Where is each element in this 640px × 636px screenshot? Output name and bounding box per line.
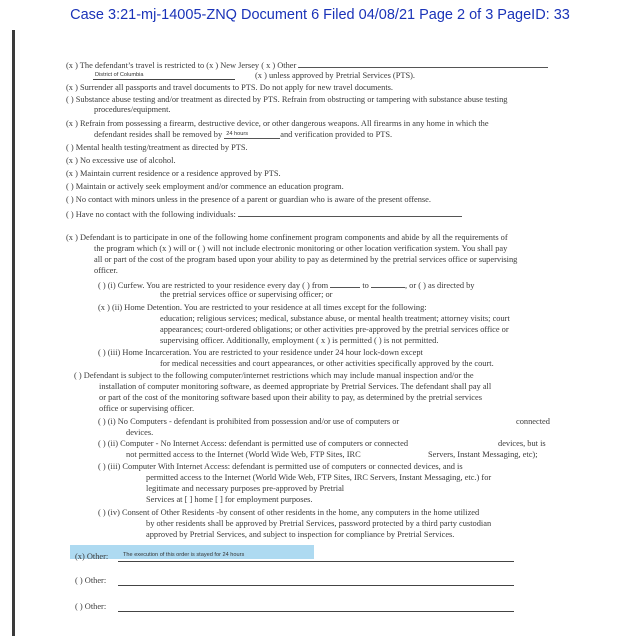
curfew-text-c: , or ( ) as directed by <box>404 281 475 290</box>
home-confinement-line3: all or part of the cost of the program based upon your ability to pay as determined by the pretrial services office or supervising <box>94 255 518 264</box>
no-internet-line2b: Servers, Instant Messaging, etc); <box>428 450 538 459</box>
no-contact-text: ( ) Have no contact with the following individuals: <box>66 210 236 219</box>
option-internet-access: ( ) (iii) Computer With Internet Access: defendant is permitted use of computers or connected devices, and is <box>98 462 463 471</box>
condition-substance-abuse-cont: procedures/equipment. <box>94 105 171 114</box>
case-header: Case 3:21-mj-14005-ZNQ Document 6 Filed 04/08/21 Page 2 of 3 PageID: 33 <box>70 7 570 23</box>
firearms-text-b: and verification provided to PTS. <box>280 130 393 139</box>
internet-access-line4: Services at [ ] home [ ] for employment purposes. <box>146 495 313 504</box>
other-1-text <box>123 549 244 560</box>
option-no-computers <box>98 417 399 427</box>
home-detention-line3: appearances; court-ordered obligations; or other activities pre-approved by the pretrial services office or <box>160 325 509 334</box>
home-confinement-line4: officer. <box>94 266 118 275</box>
other-3-line <box>118 611 514 612</box>
condition-employment: ( ) Maintain or actively seek employment and/or commence an education program. <box>66 182 344 191</box>
other-3-label: ( ) Other: <box>75 602 107 611</box>
condition-home-confinement: (x ) Defendant is to participate in one of the following home confinement program components and abide by all the requirements of <box>66 233 508 242</box>
no-computers-text: ( ) (i) No Computers - defendant is prohibited from possession and/or use of computers or <box>98 417 400 426</box>
page-edge-bar <box>12 30 15 636</box>
no-computers-cont: devices. <box>126 428 154 437</box>
firearms-deadline-fill: 24 hours <box>226 131 249 137</box>
curfew-text-a: ( ) (i) Curfew. You are restricted to your residence every day ( ) from <box>98 281 329 290</box>
travel-location-fill: District of Columbia <box>95 72 144 78</box>
option-home-incarceration: ( ) (iii) Home Incarceration. You are restricted to your residence under 24 hour lock-down except <box>98 348 423 357</box>
computer-restrictions-line3: or part of the cost of the monitoring software based upon their ability to pay, as determined by the pretrial services <box>99 393 482 402</box>
computer-restrictions-line4: office or supervising officer. <box>99 404 195 413</box>
option-no-internet: ( ) (ii) Computer - No Internet Access: defendant is permitted use of computers or connected <box>98 439 409 448</box>
condition-no-contact <box>66 208 462 220</box>
other-location-blank <box>298 59 548 68</box>
condition-minors: ( ) No contact with minors unless in the presence of a parent or guardian who is aware of the present offense. <box>66 195 431 204</box>
home-confinement-line2: the program which (x ) will or ( ) will not include electronic monitoring or other location verification system. You shall pay <box>94 244 508 253</box>
other-2-label: ( ) Other: <box>75 576 107 585</box>
internet-access-line2: permitted access to the Internet (World Wide Web, FTP Sites, IRC Servers, Instant Messaging, etc.) for <box>146 473 492 482</box>
curfew-from-blank <box>330 279 360 288</box>
firearms-text-a: defendant resides shall be removed by <box>94 130 223 139</box>
condition-travel-text: (x ) The defendant’s travel is restricted to (x ) New Jersey ( x ) Other <box>66 61 297 70</box>
no-internet-devices: devices, but is <box>498 439 546 448</box>
consent-residents-line2: by other residents shall be approved by Pretrial Services, password protected by a third party custodian <box>146 519 492 528</box>
no-contact-blank <box>238 208 462 217</box>
other-1-fill: The execution of this order is stayed for 24 hours <box>123 552 245 558</box>
condition-mental-health: ( ) Mental health testing/treatment as directed by PTS. <box>66 143 248 152</box>
internet-access-line3: legitimate and necessary purposes pre-approved by Pretrial <box>146 484 345 493</box>
condition-passports: (x ) Surrender all passports and travel documents to PTS. Do not apply for new travel documents. <box>66 83 394 92</box>
consent-residents-line3: approved by Pretrial Services, and subject to inspection for compliance by Pretrial Services. <box>146 530 455 539</box>
condition-firearms-cont <box>94 130 392 140</box>
home-incarceration-cont: for medical necessities and court appearances, or other activities specifically approved by the court. <box>160 359 494 368</box>
home-detention-line4: supervising officer. Additionally, employment ( x ) is permitted ( ) is not permitted. <box>160 336 439 345</box>
no-internet-line2a: not permitted access to the Internet (World Wide Web, FTP Sites, IRC <box>126 450 361 459</box>
no-computers-connected: connected <box>516 417 550 426</box>
firearms-deadline-blank <box>224 130 280 139</box>
condition-travel-approval: (x ) unless approved by Pretrial Services (PTS). <box>255 71 416 80</box>
other-1-label: (x) Other: <box>75 552 109 561</box>
computer-restrictions-line2: installation of computer monitoring software, as deemed appropriate by Pretrial Services. The defendant shall pay all <box>99 382 492 391</box>
condition-residence: (x ) Maintain current residence or a residence approved by PTS. <box>66 169 281 178</box>
curfew-to-blank <box>371 279 405 288</box>
home-detention-line2: education; religious services; medical, substance abuse, or mental health treatment; attorney visits; court <box>160 314 510 323</box>
other-1-line <box>118 561 514 562</box>
curfew-text-b: to <box>362 281 369 290</box>
condition-alcohol: (x ) No excessive use of alcohol. <box>66 156 176 165</box>
condition-substance-abuse: ( ) Substance abuse testing and/or treatment as directed by PTS. Refrain from obstructing or tampering with substance abuse testing <box>66 95 508 104</box>
option-consent-residents: ( ) (iv) Consent of Other Residents -by consent of other residents in the home, any computers in the home utilized <box>98 508 480 517</box>
other-2-line <box>118 585 514 586</box>
curfew-cont: the pretrial services office or supervising officer; or <box>160 290 333 299</box>
condition-computer-restrictions: ( ) Defendant is subject to the following computer/internet restrictions which may include manual inspection and/or the <box>74 371 474 380</box>
option-home-detention: (x ) (ii) Home Detention. You are restricted to your residence at all times except for the following: <box>98 303 427 312</box>
condition-firearms: (x ) Refrain from possessing a firearm, destructive device, or other dangerous weapons. All firearms in any home in which the <box>66 119 489 128</box>
travel-location-line <box>93 79 235 80</box>
